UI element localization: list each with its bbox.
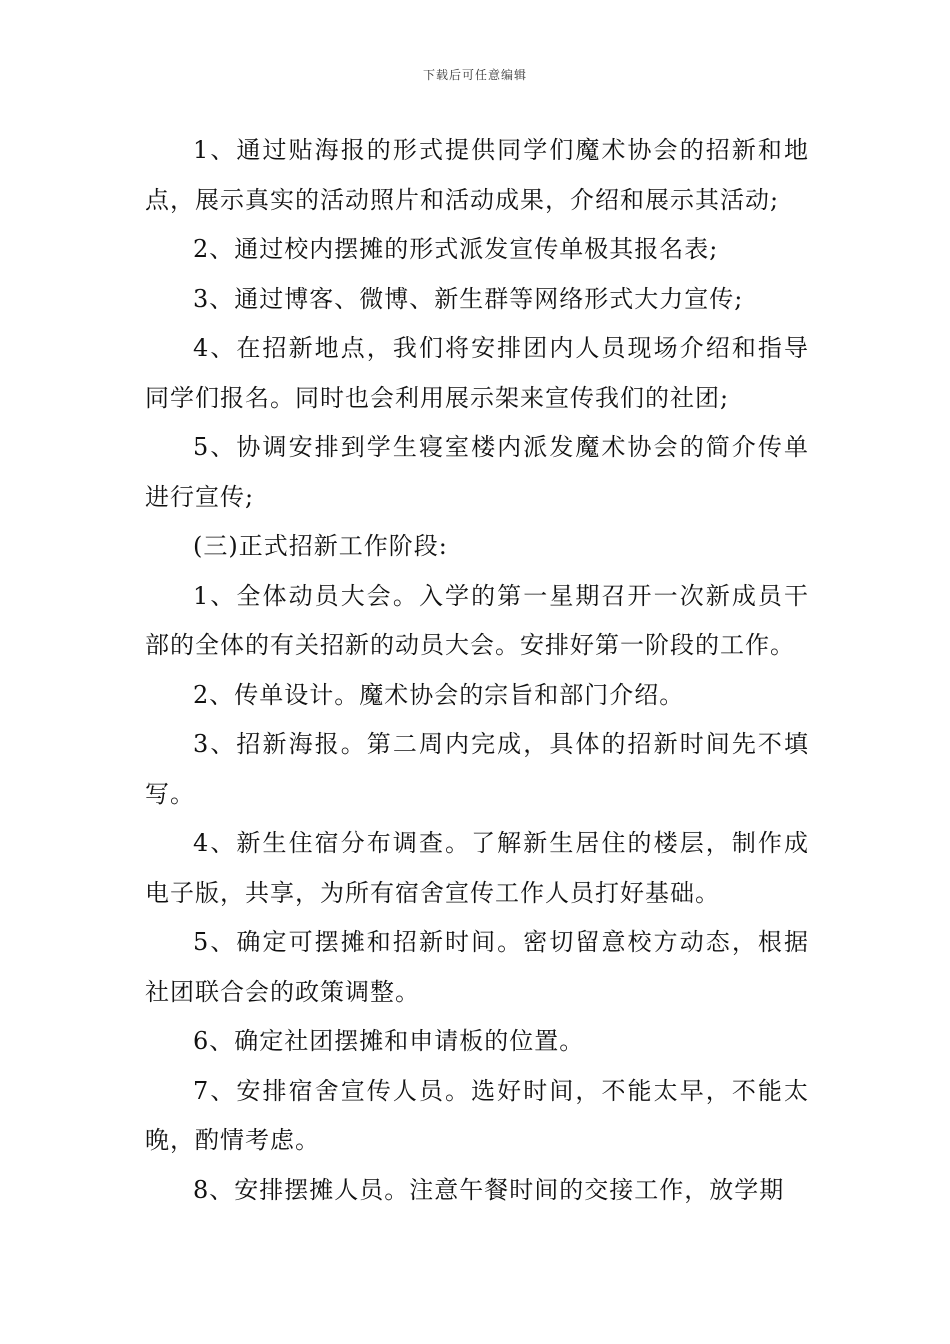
paragraph: 4、在招新地点，我们将安排团内人员现场介绍和指导同学们报名。同时也会利用展示架来宣传我们的社团; xyxy=(145,334,809,412)
paragraph: 6、确定社团摆摊和申请板的位置。 xyxy=(193,1027,585,1055)
paragraph: 5、确定可摆摊和招新时间。密切留意校方动态，根据社团联合会的政策调整。 xyxy=(145,928,809,1006)
paragraph: 3、招新海报。第二周内完成，具体的招新时间先不填写。 xyxy=(145,730,809,808)
paragraph: 2、传单设计。魔术协会的宗旨和部门介绍。 xyxy=(193,680,685,709)
paragraph: 2、通过校内摆摊的形式派发宣传单极其报名表; xyxy=(193,235,719,263)
paragraph: 4、新生住宿分布调查。了解新生居住的楼层，制作成电子版，共享，为所有宿舍宣传工作人员打好基础。 xyxy=(145,829,809,907)
paragraph: 3、通过博客、微博、新生群等网络形式大力宣传; xyxy=(193,284,744,313)
paragraph: 8、安排摆摊人员。注意午餐时间的交接工作，放学期 xyxy=(193,1175,785,1204)
paragraph: 1、通过贴海报的形式提供同学们魔术协会的招新和地点，展示真实的活动照片和活动成果，介绍和展示其活动; xyxy=(145,136,809,214)
paragraph: 1、全体动员大会。入学的第一星期召开一次新成员干部的全体的有关招新的动员大会。安排好第一阶段的工作。 xyxy=(145,581,809,659)
paragraph: 7、安排宿舍宣传人员。选好时间，不能太早，不能太晚，酌情考虑。 xyxy=(145,1076,809,1154)
document-body xyxy=(145,126,809,1215)
section-heading: (三)正式招新工作阶段: xyxy=(193,532,448,560)
page-header: 下载后可任意编辑 xyxy=(422,68,527,82)
paragraph: 5、协调安排到学生寝室楼内派发魔术协会的简介传单进行宣传; xyxy=(145,433,809,511)
